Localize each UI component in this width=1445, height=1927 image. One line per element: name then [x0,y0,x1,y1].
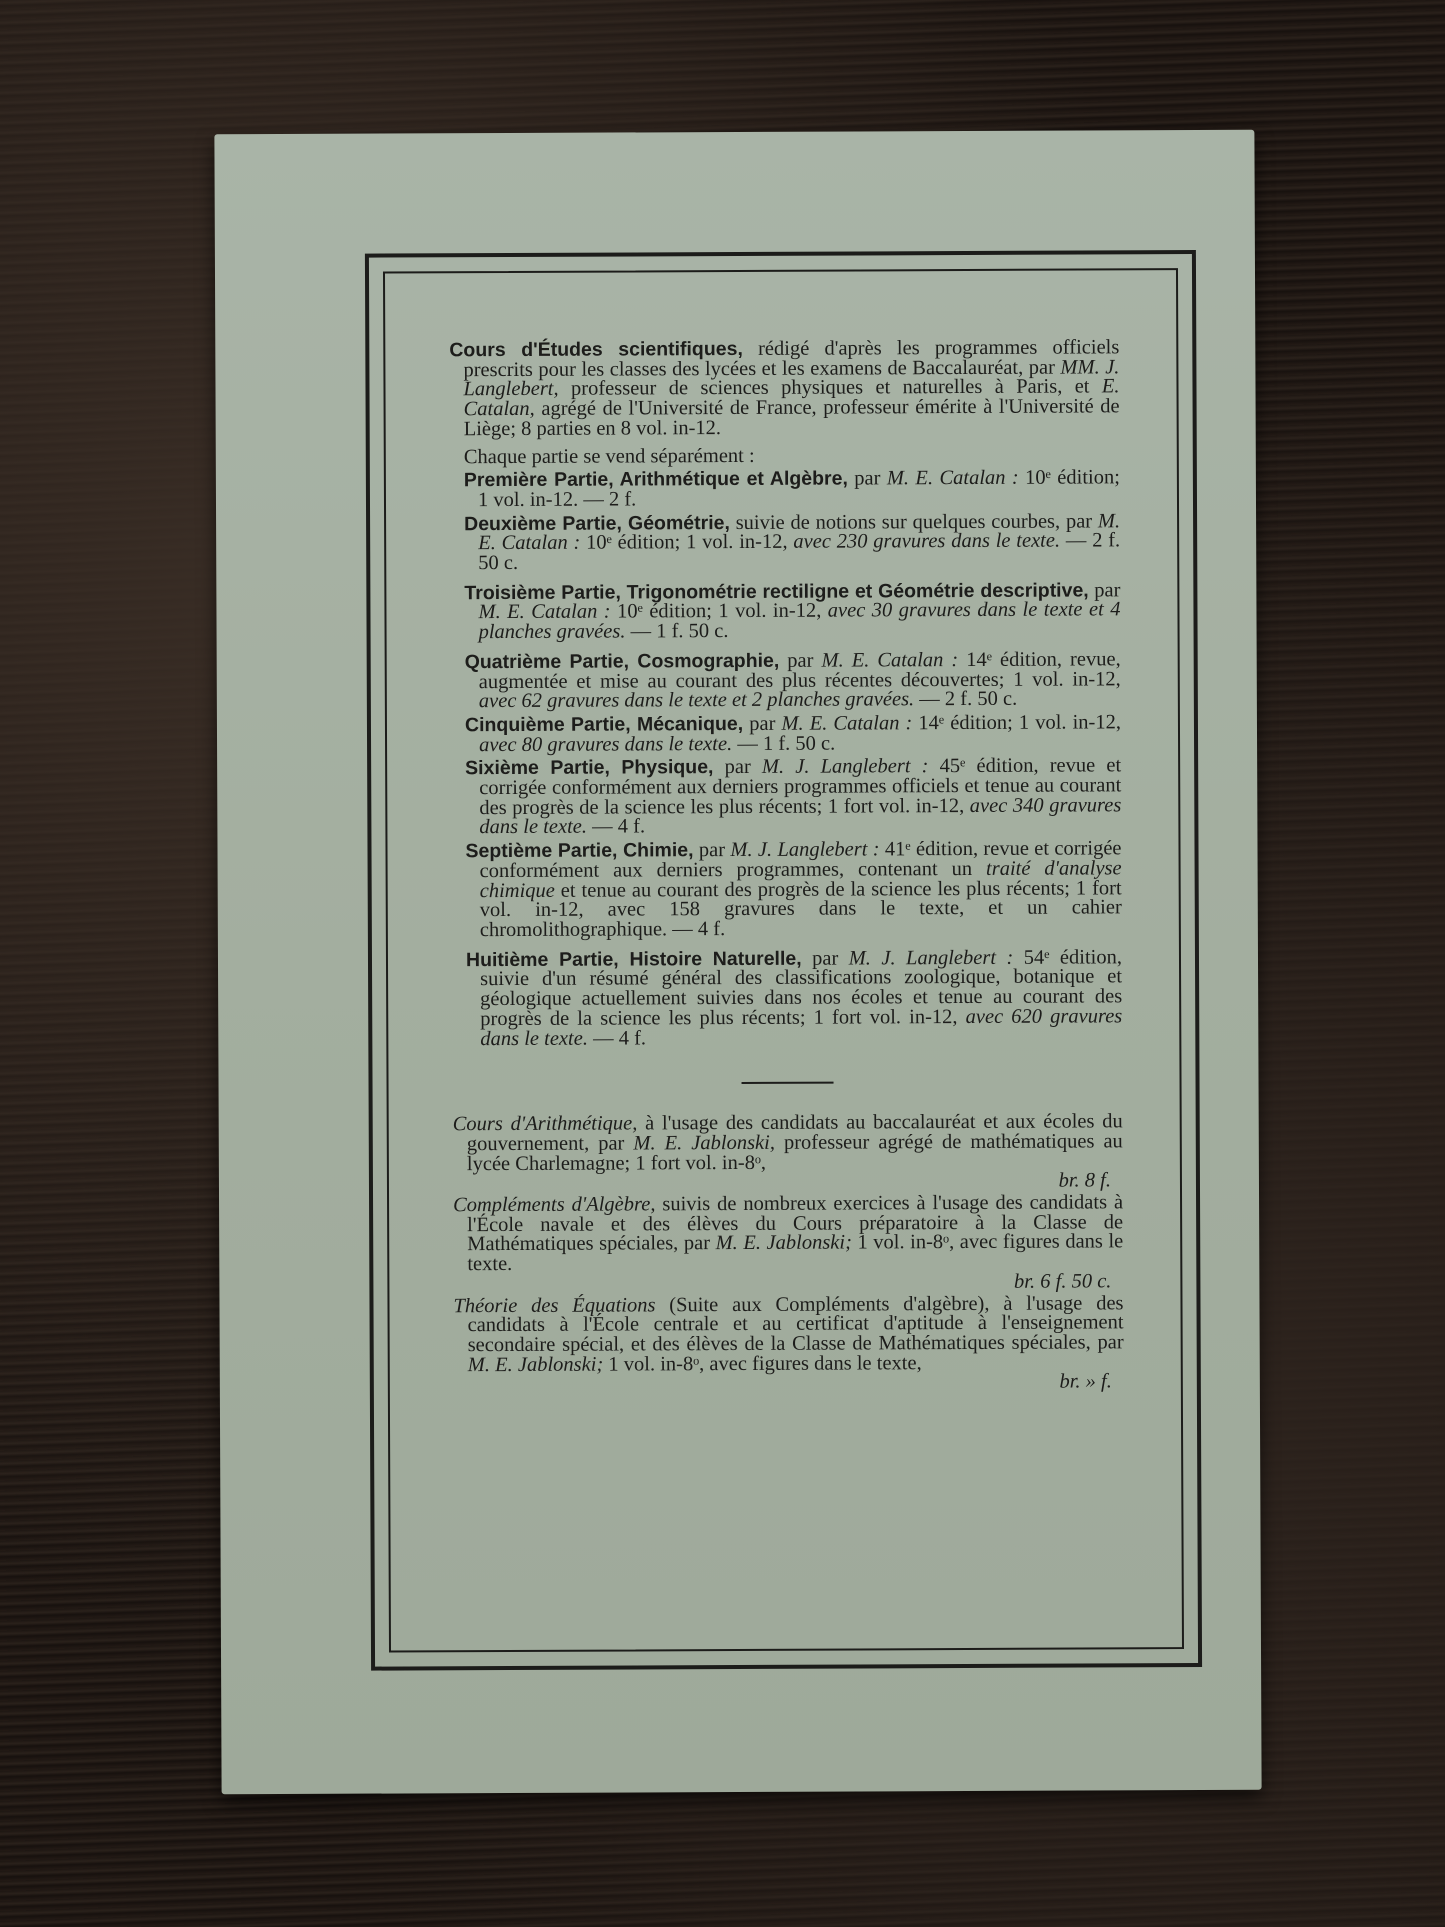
part-text: par [801,947,849,970]
intro-author-1: MM. J. Langlebert, [463,356,1120,401]
catalog-text [449,338,1124,1395]
part-text: — 1 f. 50 c. [732,732,836,755]
part-text: 14ᵉ édition, revue, augmentée et mise au courant des plus récentes découvertes; 1 vol. in-12, [478,648,1121,693]
part-italic: avec 340 gravures dans le texte. [479,794,1122,839]
part-title: Deuxième Partie, Géométrie, [464,511,730,535]
list-item [452,1110,1123,1175]
sold-separately-note: Chaque partie se vend séparément : [463,444,755,468]
part-author: M. E. Catalan : [886,466,1019,490]
part-title: Troisième Partie, Trigonométrie rectiligne et Géométrie descriptive, [464,579,1089,604]
part-text: par [713,756,762,779]
part-italic: avec 30 gravures dans le texte et 4 planches gravées. [478,598,1121,644]
part-text: — 4 f. [586,815,646,839]
part-author: M. J. Langlebert : [848,946,1014,970]
work-text: (Suite aux Compléments d'algèbre), à l'usage des candidats à l'École centrale et au certificat d'aptitude à l'enseignement secondaire spécial, et des élèves de la Classe de Mathématiques spéciales, par [467,1291,1124,1357]
part-text: par [779,649,822,672]
part-author: M. J. Langlebert : [730,838,880,862]
work-text: 1 vol. in-8ᵒ, avec figures dans le texte, [603,1351,922,1376]
work-text: 1 vol. in-8ᵒ, avec figures dans le texte. [467,1230,1124,1276]
list-item [453,1193,1123,1275]
part-italic: avec 62 gravures dans le texte et 2 planches gravées. [478,688,915,713]
part-text: 10ᵉ édition; 1 vol. in-12. — 2 f. [477,466,1120,512]
list-item [464,581,1120,643]
part-title: Huitième Partie, Histoire Naturelle, [465,947,802,971]
part-text: 54ᵉ édition, suivie d'un résumé général des classifications zoologique, botanique et géologique actuellement suivies dans nos écoles et tenue au courant des progrès de la science les plus récents; 1 fort vol. in-12, [480,946,1123,1030]
part-text: — 2 f. 50 c. [478,529,1121,575]
intro-text-b: professeur de sciences physiques et naturelles à Paris, et [558,375,1102,401]
work-title: Compléments d'Algèbre, [453,1193,656,1217]
part-text: — 1 f. 50 c. [625,620,729,643]
list-item [465,650,1121,712]
part-author: M. E. Catalan : [478,509,1121,555]
part-text: par [693,839,731,862]
part-text: suivie de notions sur quelques courbes, par [729,510,1098,534]
part-text: 45ᵉ édition, revue et corrigée conformément aux derniers programmes officiels et tenue au courant des progrès de la science les plus récents; 1 fort vol. in-12, [479,754,1122,819]
book-cover [214,130,1261,1795]
part-text: — 4 f. [587,1026,647,1050]
work-price: br. 6 f. 50 c. [1013,1270,1112,1293]
other-works-list [452,1110,1124,1396]
intro-title: Cours d'Études scientifiques, [449,337,743,362]
list-item [463,466,1120,512]
intro-paragraph [449,338,1119,439]
work-title: Théorie des Équations [453,1293,656,1317]
part-text: 14ᵉ édition; 1 vol. in-12, [912,711,1122,735]
work-text: professeur agrégé de mathématiques au lycée Charlemagne; 1 fort vol. in-8ᵒ, [466,1130,1123,1175]
part-text: par [847,467,887,490]
list-item [466,948,1122,1049]
list-item [453,1291,1124,1376]
part-title: Cinquième Partie, Mécanique, [464,712,744,737]
part-author: M. E. Catalan : [478,600,611,624]
part-text: 41ᵉ édition, revue et corrigée conformément aux derniers programmes, contenant un [479,837,1122,883]
part-text: 10ᵉ édition; 1 vol. in-12, [580,531,794,555]
work-text: à l'usage des candidats au baccalauréat et aux écoles du gouvernement, par [466,1110,1123,1156]
part-title: Quatrième Partie, Cosmographie, [464,649,780,674]
work-price: br. 8 f. [1058,1169,1112,1192]
intro-text-c: agrégé de l'Université de France, professeur émérite à l'Université de Liège; 8 parties en 8 vol. in-12. [463,395,1120,441]
work-price: br. » f. [1059,1370,1112,1393]
part-title: Première Partie, Arithmétique et Algèbre, [463,467,848,492]
part-author: M. J. Langlebert : [761,755,929,779]
part-text: — 2 f. 50 c. [914,688,1018,711]
part-text: par [1088,579,1121,602]
intro-text-a: rédigé d'après les programmes officiels prescrits pour les classes des lycées et les examens de Baccalauréat, par [463,336,1120,381]
section-divider [742,1082,834,1084]
part-text: 10ᵉ édition; 1 vol. in-12, [610,600,828,623]
work-author: M. E. Jablonski; [715,1231,852,1255]
parts-list [450,466,1123,1050]
part-author: M. E. Catalan : [821,648,959,672]
part-title: Sixième Partie, Physique, [465,756,714,780]
list-item [465,713,1121,755]
work-text: suivis de nombreux exercices à l'usage des candidats à l'École navale et des élèves du Cours préparatoire à la Classe de Mathématiques spéciales, par [467,1191,1124,1256]
part-text: par [743,712,782,735]
part-title: Septième Partie, Chimie, [465,839,694,863]
intro-author-2: E. Catalan, [463,375,1120,421]
part-text: et tenue au courant des progrès de la science les plus récents; 1 fort vol. in-12, avec 158 gravures dans le texte, et un cahier chromolithographique. — 4 f. [479,876,1122,942]
part-italic: avec 80 gravures dans le texte. [479,732,733,756]
part-italic: avec 230 gravures dans le texte. [793,529,1061,554]
part-italic: avec 620 gravures dans le texte. [480,1005,1123,1050]
work-author: M. E. Jablonski, [633,1131,775,1155]
list-item [465,839,1121,940]
work-title: Cours d'Arithmétique, [452,1112,638,1136]
work-author: M. E. Jablonski; [467,1353,604,1376]
list-item [465,754,1122,839]
part-italic: traité d'analyse chimique [479,857,1122,902]
part-author: M. E. Catalan : [781,712,913,735]
list-item [464,509,1121,575]
